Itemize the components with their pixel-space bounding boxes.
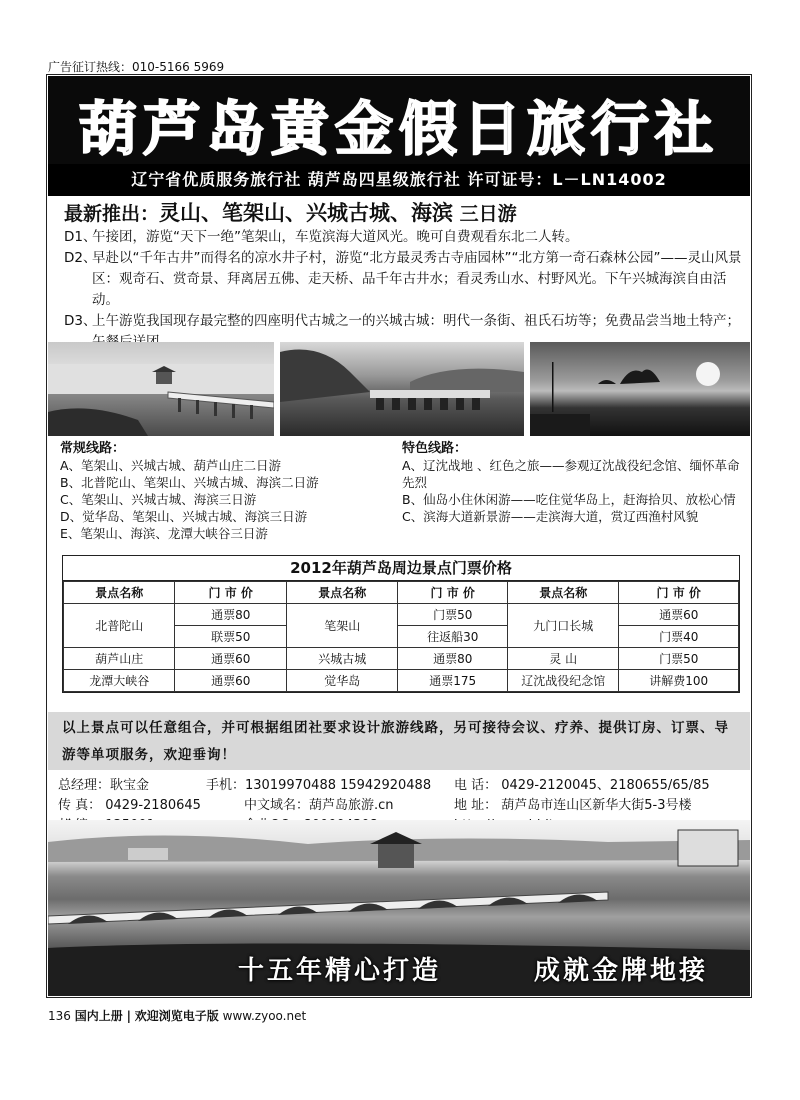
attraction-name: 灵 山 bbox=[507, 648, 618, 670]
price-cell: 通票60 bbox=[175, 670, 287, 692]
route-item: D、觉华岛、笔架山、兴城古城、海滨三日游 bbox=[60, 509, 308, 524]
regular-routes-title: 常规线路： bbox=[60, 441, 126, 456]
footer-separator: | bbox=[126, 1009, 131, 1023]
manager: 总经理：耿宝金 bbox=[58, 778, 150, 793]
special-routes-title: 特色线路： bbox=[402, 441, 468, 456]
day-text: 午接团，游览“天下一绝”笔架山，车览滨海大道风光。晚可自费观看东北二人转。 bbox=[92, 229, 579, 245]
column-header: 景点名称 bbox=[286, 582, 397, 604]
aqueduct-photo bbox=[280, 342, 524, 436]
route-item: B、北普陀山、笔架山、兴城古城、海滨二日游 bbox=[60, 475, 319, 490]
column-header: 门 市 价 bbox=[619, 582, 739, 604]
price-cell: 往返船30 bbox=[398, 626, 508, 648]
price-cell: 通票60 bbox=[175, 648, 287, 670]
price-cell: 通票80 bbox=[175, 604, 287, 626]
table-row bbox=[64, 604, 739, 626]
sunset-sea-photo bbox=[530, 342, 750, 436]
footer-url[interactable]: www.zyoo.net bbox=[222, 1009, 307, 1023]
footer-note: 欢迎浏览电子版 bbox=[134, 1009, 219, 1023]
table-row bbox=[64, 670, 739, 692]
route-item: C、滨海大道新景游——走滨海大道，赏辽西渔村风貌 bbox=[402, 509, 699, 524]
attraction-name: 兴城古城 bbox=[286, 648, 397, 670]
day-label: D2、 bbox=[64, 250, 97, 266]
slogan-left: 十五年精心打造 bbox=[238, 956, 442, 986]
day-text: 上午游览我国现存最完整的四座明代古城之一的兴城古城：明代一条街、祖氏石坊等；免费品尝当地土特产； bbox=[92, 313, 740, 329]
day-label: D1、 bbox=[64, 229, 97, 245]
price-cell: 门票50 bbox=[619, 648, 739, 670]
special-routes bbox=[402, 440, 742, 525]
agency-title: 葫芦岛黄金假日旅行社 bbox=[78, 95, 719, 163]
promo-highlight: 灵山、笔架山、兴城古城、海滨 bbox=[159, 201, 454, 225]
attraction-name: 葫芦山庄 bbox=[64, 648, 175, 670]
address: 地 址： 葫芦岛市连山区新华大街5-3号楼 bbox=[454, 798, 692, 813]
route-item: B、仙岛小住休闲游——吃住觉华岛上，赶海拾贝、放松心情 bbox=[402, 492, 736, 507]
itinerary-day-2 bbox=[64, 248, 744, 311]
mobile: 手机：13019970488 15942920488 bbox=[206, 778, 432, 793]
price-cell: 讲解费100 bbox=[619, 670, 739, 692]
bridge-photo bbox=[48, 342, 274, 436]
price-cell: 通票60 bbox=[619, 604, 739, 626]
itinerary-day-1 bbox=[64, 227, 744, 248]
promo-heading bbox=[64, 200, 744, 227]
price-cell: 通票80 bbox=[398, 648, 508, 670]
price-cell: 联票50 bbox=[175, 626, 287, 648]
phone: 电 话： 0429-2120045、2180655/65/85 bbox=[454, 778, 710, 793]
attraction-name: 觉华岛 bbox=[286, 670, 397, 692]
route-item: A、辽沈战地 、红色之旅——参观辽沈战役纪念馆、缅怀革命先烈 bbox=[402, 458, 740, 490]
section-label: 国内上册 bbox=[74, 1009, 123, 1023]
price-cell: 门票40 bbox=[619, 626, 739, 648]
promo-section bbox=[64, 200, 744, 353]
fax: 传 真： 0429-2180645 bbox=[58, 798, 201, 813]
column-header: 门 市 价 bbox=[175, 582, 287, 604]
attraction-name: 龙潭大峡谷 bbox=[64, 670, 175, 692]
column-header: 景点名称 bbox=[64, 582, 175, 604]
column-header: 景点名称 bbox=[507, 582, 618, 604]
price-cell: 通票175 bbox=[398, 670, 508, 692]
ad-hotline: 广告征订热线：010-5166 5969 bbox=[48, 60, 225, 74]
promo-suffix: 三日游 bbox=[453, 203, 517, 225]
title-banner bbox=[48, 76, 750, 164]
ticket-price-table bbox=[62, 555, 740, 693]
promo-prefix: 最新推出： bbox=[64, 203, 160, 225]
attraction-name: 九门口长城 bbox=[507, 604, 618, 648]
page-number: 136 bbox=[48, 1009, 71, 1023]
day-label: D3、 bbox=[64, 313, 97, 329]
route-item: A、笔架山、兴城古城、葫芦山庄二日游 bbox=[60, 458, 282, 473]
coastal-bridge-photo bbox=[48, 820, 750, 996]
slogan-right: 成就金牌地接 bbox=[534, 956, 709, 986]
route-item: C、笔架山、兴城古城、海滨三日游 bbox=[60, 492, 257, 507]
page-footer bbox=[48, 1007, 306, 1024]
attraction-name: 北普陀山 bbox=[64, 604, 175, 648]
photo-strip bbox=[48, 342, 750, 436]
column-header: 门 市 价 bbox=[398, 582, 508, 604]
attraction-name: 辽沈战役纪念馆 bbox=[507, 670, 618, 692]
credentials-bar: 辽宁省优质服务旅行社 葫芦岛四星级旅行社 许可证号：L－LN14002 bbox=[48, 164, 750, 196]
regular-routes bbox=[60, 440, 390, 542]
service-notice: 以上景点可以任意组合，并可根据组团社要求设计旅游线路，另可接待会议、疗养、提供订房、订票、导游等单项服务，欢迎垂询！ bbox=[48, 712, 750, 770]
route-item: E、笔架山、海滨、龙潭大峡谷三日游 bbox=[60, 526, 268, 541]
day-text: 早赴以“千年古井”而得名的凉水井子村，游览“北方最灵秀古寺庙园林”“北方第一奇石森林公园”——灵山风景区：观奇石、赏奇景、拜离居五佛、走天桥、品千年古井水；看灵秀山水、村野风光。下午兴城海滨自由活动。 bbox=[92, 250, 742, 308]
price-cell: 门票50 bbox=[398, 604, 508, 626]
ticket-table-title: 2012年葫芦岛周边景点门票价格 bbox=[63, 556, 739, 581]
chinese-domain: 中文域名：葫芦岛旅游.cn bbox=[244, 798, 394, 813]
attraction-name: 笔架山 bbox=[286, 604, 397, 648]
table-row bbox=[64, 648, 739, 670]
table-header-row bbox=[64, 582, 739, 604]
